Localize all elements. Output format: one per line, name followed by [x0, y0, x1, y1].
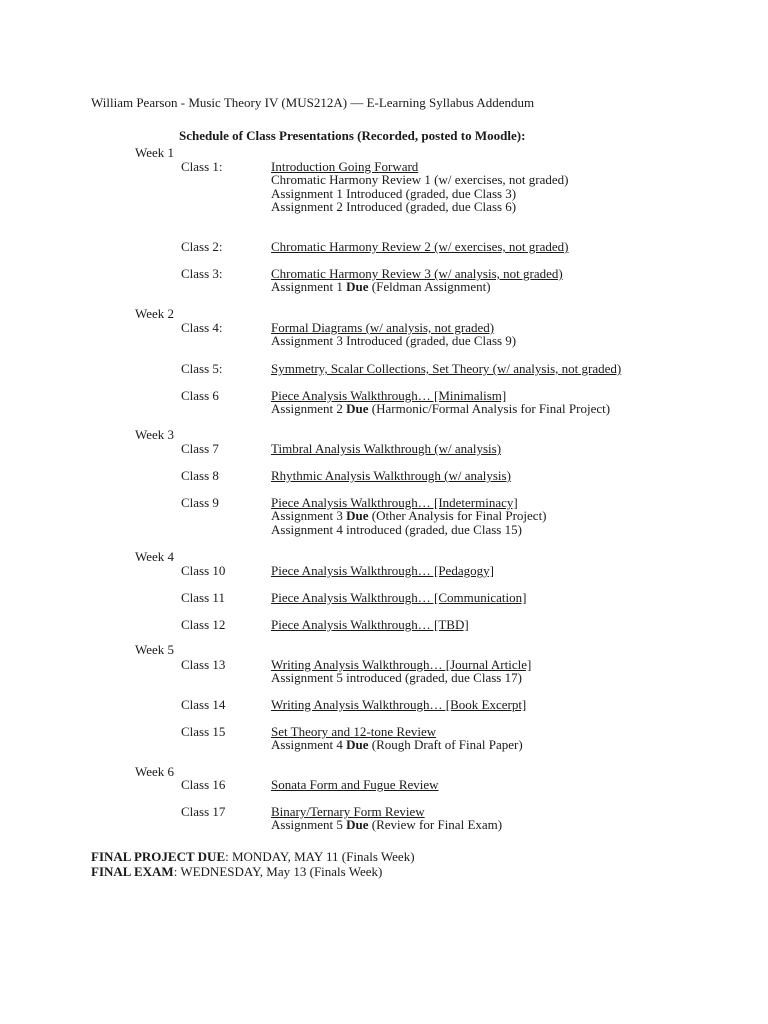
class-topic-link[interactable]: Binary/Ternary Form Review: [271, 804, 425, 819]
assignment-name: Assignment 5: [271, 817, 347, 833]
class-topic-link[interactable]: Chromatic Harmony Review 2 (w/ exercises, not graded): [271, 239, 569, 254]
week-label: Week 4: [135, 549, 175, 564]
class-label: Class 7: [181, 441, 219, 456]
week-label: Week 2: [135, 306, 175, 321]
assignment-due-note: [271, 402, 610, 415]
class-note: Assignment 4 introduced (graded, due Class 15): [271, 521, 522, 537]
assignment-name: Assignment 4: [271, 737, 347, 753]
class-topic-link[interactable]: Introduction Going Forward: [271, 159, 419, 174]
class-label: Class 6: [181, 388, 219, 403]
document-header: William Pearson - Music Theory IV (MUS212A) — E-Learning Syllabus Addendum: [91, 95, 535, 110]
assignment-description: (Other Analysis for Final Project): [368, 508, 547, 524]
class-topic-link[interactable]: Formal Diagrams (w/ analysis, not graded): [271, 320, 495, 335]
week-label: Week 5: [135, 642, 175, 657]
due-marker: Due: [346, 817, 369, 833]
assignment-name: Assignment 2: [271, 401, 347, 417]
week-label: Week 1: [135, 145, 175, 160]
due-marker: Due: [346, 279, 369, 295]
class-topic-link[interactable]: Writing Analysis Walkthrough… [Journal Article]: [271, 657, 532, 672]
class-label: Class 12: [181, 617, 226, 632]
final-exam-date: : WEDNESDAY, May 13 (Finals Week): [173, 864, 383, 879]
class-topic-link[interactable]: Set Theory and 12-tone Review: [271, 724, 437, 739]
class-label: Class 2:: [181, 239, 223, 254]
week-label: Week 3: [135, 427, 175, 442]
class-label: Class 9: [181, 495, 219, 510]
assignment-due-note: [271, 738, 523, 751]
final-project-label: FINAL PROJECT DUE: [91, 849, 226, 864]
final-exam-label: FINAL EXAM: [91, 864, 174, 879]
final-project-line: [91, 850, 415, 863]
class-label: Class 14: [181, 697, 226, 712]
class-label: Class 15: [181, 724, 226, 739]
class-topic-link[interactable]: Timbral Analysis Walkthrough (w/ analysis): [271, 441, 502, 456]
assignment-description: (Review for Final Exam): [368, 817, 503, 833]
class-topic-link[interactable]: Sonata Form and Fugue Review: [271, 777, 439, 792]
due-marker: Due: [346, 737, 369, 753]
final-exam-line: [91, 865, 382, 878]
class-topic-link[interactable]: Piece Analysis Walkthrough… [Minimalism]: [271, 388, 507, 403]
class-note: Chromatic Harmony Review 1 (w/ exercises, not graded): [271, 172, 569, 188]
class-topic-link[interactable]: Chromatic Harmony Review 3 (w/ analysis, not graded): [271, 266, 563, 281]
due-marker: Due: [346, 401, 369, 417]
class-topic-link[interactable]: Piece Analysis Walkthrough… [Pedagogy]: [271, 563, 494, 578]
assignment-description: (Feldman Assignment): [368, 279, 491, 295]
assignment-due-note: [271, 509, 547, 522]
assignment-due-note: [271, 280, 491, 293]
class-label: Class 16: [181, 777, 226, 792]
class-label: Class 11: [181, 590, 225, 605]
class-label: Class 3:: [181, 266, 223, 281]
schedule-heading: Schedule of Class Presentations (Recorded, posted to Moodle):: [179, 128, 526, 143]
class-label: Class 17: [181, 804, 226, 819]
class-label: Class 13: [181, 657, 226, 672]
assignment-due-note: [271, 818, 502, 831]
class-topic-link[interactable]: Symmetry, Scalar Collections, Set Theory (w/ analysis, not graded): [271, 361, 622, 376]
class-topic-link[interactable]: Piece Analysis Walkthrough… [TBD]: [271, 617, 469, 632]
class-label: Class 8: [181, 468, 219, 483]
class-topic-link[interactable]: Rhythmic Analysis Walkthrough (w/ analysis): [271, 468, 511, 483]
class-label: Class 5:: [181, 361, 223, 376]
class-note: Assignment 1 Introduced (graded, due Class 3): [271, 185, 517, 201]
week-label: Week 6: [135, 764, 175, 779]
assignment-name: Assignment 3: [271, 508, 347, 524]
class-topic-link[interactable]: Piece Analysis Walkthrough… [Indeterminacy]: [271, 495, 518, 510]
final-project-date: : MONDAY, MAY 11 (Finals Week): [225, 849, 415, 864]
due-marker: Due: [346, 508, 369, 524]
assignment-description: (Harmonic/Formal Analysis for Final Project): [368, 401, 611, 417]
assignment-description: (Rough Draft of Final Paper): [368, 737, 523, 753]
class-note: Assignment 2 Introduced (graded, due Class 6): [271, 199, 517, 215]
class-label: Class 4:: [181, 320, 223, 335]
class-topic-link[interactable]: Writing Analysis Walkthrough… [Book Excerpt]: [271, 697, 527, 712]
class-topic-link[interactable]: Piece Analysis Walkthrough… [Communication]: [271, 590, 527, 605]
class-label: Class 10: [181, 563, 226, 578]
class-note: Assignment 3 Introduced (graded, due Class 9): [271, 333, 517, 349]
class-label: Class 1:: [181, 159, 223, 174]
class-note: Assignment 5 introduced (graded, due Class 17): [271, 670, 522, 686]
assignment-name: Assignment 1: [271, 279, 347, 295]
